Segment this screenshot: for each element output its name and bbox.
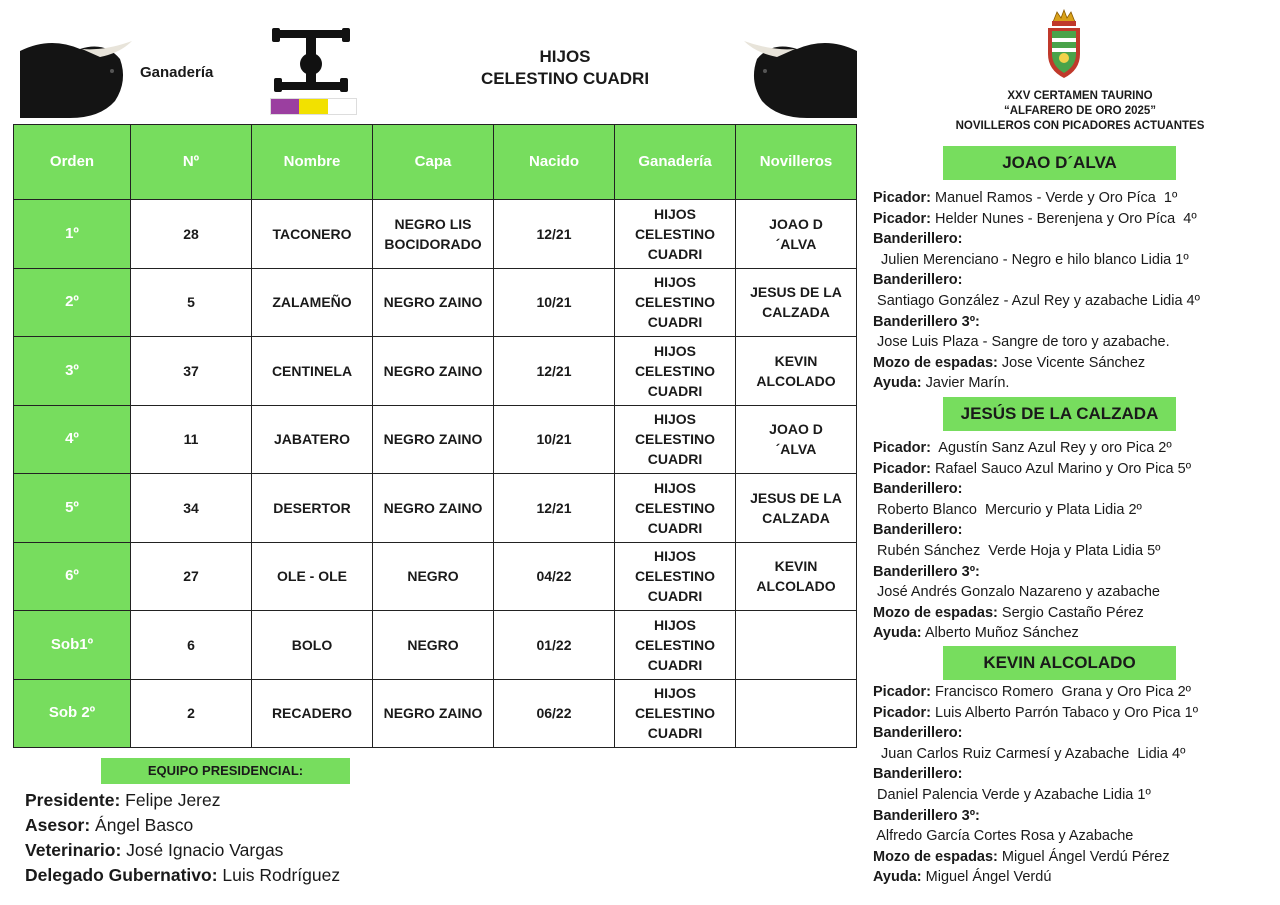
cell-nombre: TACONERO <box>252 200 373 269</box>
cell-capa: NEGRO <box>373 611 494 680</box>
crew-text: Alfredo García Cortes Rosa y Azabache <box>873 828 1134 845</box>
table-row <box>14 268 857 337</box>
cell-nombre: DESERTOR <box>252 474 373 543</box>
member-name: Felipe Jerez <box>120 790 221 810</box>
cuadrilla-list <box>873 682 1198 888</box>
town-coat-of-arms-icon <box>1043 8 1085 80</box>
crew-line <box>873 682 1198 703</box>
cell-ganaderia: HIJOS CELESTINO CUADRI <box>615 474 736 543</box>
equipo-member <box>25 813 340 838</box>
crew-role: Banderillero 3º: <box>873 807 980 824</box>
cell-capa: NEGRO ZAINO <box>373 474 494 543</box>
cell-orden: 6º <box>14 542 131 611</box>
table-row <box>14 337 857 406</box>
table-row <box>14 474 857 543</box>
crew-line <box>873 867 1198 888</box>
crew-text: Manuel Ramos - Verde y Oro Píca 1º <box>931 190 1178 206</box>
cell-nacido: 10/21 <box>494 268 615 337</box>
cell-nacido: 12/21 <box>494 474 615 543</box>
crew-line <box>873 562 1191 583</box>
crew-role: Banderillero: <box>873 272 963 289</box>
cell-numero: 5 <box>131 268 252 337</box>
table-row <box>14 405 857 474</box>
title-line-1: HIJOS <box>539 47 591 66</box>
cell-novillero: KEVIN ALCOLADO <box>736 337 857 406</box>
cell-nombre: OLE - OLE <box>252 542 373 611</box>
cell-orden: 2º <box>14 268 131 337</box>
equipo-presidencial-banner: EQUIPO PRESIDENCIAL: <box>101 758 350 784</box>
crew-text: José Andrés Gonzalo Nazareno y azabache <box>873 584 1160 601</box>
cell-numero: 28 <box>131 200 252 269</box>
brand-iron-icon <box>268 26 354 96</box>
crew-text: Miguel Ángel Verdú <box>921 869 1052 886</box>
crew-role: Picador: <box>873 704 932 721</box>
bull-photo-left <box>20 31 132 118</box>
cell-orden: Sob 2º <box>14 679 131 748</box>
crew-role: Banderillero: <box>873 231 963 248</box>
equipo-member <box>25 863 340 888</box>
crew-text: Santiago González - Azul Rey y azabache Lidia 4º <box>873 292 1200 309</box>
header-numero: Nº <box>131 125 252 200</box>
certamen-heading <box>920 89 1240 134</box>
cell-orden: 1º <box>14 200 131 269</box>
cell-novillero: KEVIN ALCOLADO <box>736 542 857 611</box>
member-name: Ángel Basco <box>90 815 194 835</box>
crew-role: Ayuda: <box>873 869 922 886</box>
crew-line <box>873 209 1200 230</box>
crew-line <box>873 744 1198 765</box>
crew-line <box>873 250 1200 271</box>
cell-orden: 5º <box>14 474 131 543</box>
cell-capa: NEGRO ZAINO <box>373 679 494 748</box>
cell-nombre: RECADERO <box>252 679 373 748</box>
table-row <box>14 200 857 269</box>
cell-nacido: 12/21 <box>494 337 615 406</box>
certamen-line-1: XXV CERTAMEN TAURINO <box>1007 90 1153 102</box>
cell-novillero: JESUS DE LA CALZADA <box>736 268 857 337</box>
crew-role: Picador: <box>873 460 932 477</box>
table-row <box>14 611 857 680</box>
crew-role: Ayuda: <box>873 375 922 392</box>
crew-line <box>873 500 1191 521</box>
member-name: José Ignacio Vargas <box>121 840 284 860</box>
cell-ganaderia: HIJOS CELESTINO CUADRI <box>615 405 736 474</box>
crew-role: Ayuda: <box>873 625 922 642</box>
header-orden: Orden <box>14 125 131 200</box>
table-row <box>14 679 857 748</box>
table-row <box>14 542 857 611</box>
crew-line <box>873 229 1200 250</box>
cell-ganaderia: HIJOS CELESTINO CUADRI <box>615 542 736 611</box>
cell-capa: NEGRO ZAINO <box>373 405 494 474</box>
cuadrilla-list <box>873 188 1200 394</box>
cell-capa: NEGRO <box>373 542 494 611</box>
crew-text: Jose Vicente Sánchez <box>997 354 1146 371</box>
crew-line <box>873 847 1198 868</box>
cuadrilla-list <box>873 438 1191 644</box>
header-nacido: Nacido <box>494 125 615 200</box>
certamen-line-2: “ALFARERO DE ORO 2025” <box>1003 105 1157 117</box>
cell-novillero <box>736 679 857 748</box>
crew-role: Banderillero: <box>873 481 963 498</box>
cell-nacido: 01/22 <box>494 611 615 680</box>
crew-text: Alberto Muñoz Sánchez <box>921 625 1079 642</box>
cell-capa: NEGRO ZAINO <box>373 268 494 337</box>
crew-line <box>873 603 1191 624</box>
crew-text: Daniel Palencia Verde y Azabache Lidia 1º <box>873 786 1151 803</box>
cell-ganaderia: HIJOS CELESTINO CUADRI <box>615 268 736 337</box>
cell-ganaderia: HIJOS CELESTINO CUADRI <box>615 337 736 406</box>
header-novilleros: Novilleros <box>736 125 857 200</box>
cell-novillero <box>736 611 857 680</box>
crew-role: Picador: <box>873 210 932 227</box>
member-name: Luis Rodríguez <box>217 865 341 885</box>
cell-nombre: BOLO <box>252 611 373 680</box>
crew-line <box>873 582 1191 603</box>
crew-role: Picador: <box>873 190 932 206</box>
cell-numero: 34 <box>131 474 252 543</box>
cell-nombre: JABATERO <box>252 405 373 474</box>
crew-line <box>873 270 1200 291</box>
cell-ganaderia: HIJOS CELESTINO CUADRI <box>615 611 736 680</box>
crew-text: Javier Marín. <box>921 375 1010 392</box>
header-ganaderia: Ganadería <box>615 125 736 200</box>
crew-text: Miguel Ángel Verdú Pérez <box>997 848 1170 865</box>
crew-line <box>873 764 1198 785</box>
flag-stripe-white <box>328 99 356 114</box>
cell-nacido: 06/22 <box>494 679 615 748</box>
flag-stripe-yellow <box>299 99 327 114</box>
cell-numero: 37 <box>131 337 252 406</box>
crew-line <box>873 291 1200 312</box>
cell-ganaderia: HIJOS CELESTINO CUADRI <box>615 200 736 269</box>
cell-orden: 3º <box>14 337 131 406</box>
crew-role: Banderillero: <box>873 522 963 539</box>
cell-novillero: JESUS DE LA CALZADA <box>736 474 857 543</box>
ganaderia-title <box>440 46 690 90</box>
cell-nacido: 12/21 <box>494 200 615 269</box>
crew-role: Mozo de espadas: <box>873 354 998 371</box>
crew-role: Banderillero: <box>873 766 963 783</box>
novillero-banner: JESÚS DE LA CALZADA <box>943 397 1176 431</box>
crew-line <box>873 188 1200 209</box>
crew-line <box>873 703 1198 724</box>
crew-text: Agustín Sanz Azul Rey y oro Pica 2º <box>931 440 1172 456</box>
crew-line <box>873 785 1198 806</box>
crew-line <box>873 459 1191 480</box>
cell-numero: 11 <box>131 405 252 474</box>
crew-text: Roberto Blanco Mercurio y Plata Lidia 2º <box>873 501 1142 518</box>
ganaderia-label: Ganadería <box>140 64 214 81</box>
cell-nombre: CENTINELA <box>252 337 373 406</box>
crew-text: Helder Nunes - Berenjena y Oro Píca 4º <box>931 210 1197 227</box>
crew-role: Banderillero 3º: <box>873 313 980 330</box>
crew-text: Julien Merenciano - Negro e hilo blanco Lidia 1º <box>873 251 1189 268</box>
member-role: Delegado Gubernativo: <box>25 865 218 885</box>
flag-stripe-purple <box>271 99 299 114</box>
crew-line <box>873 826 1198 847</box>
cell-numero: 6 <box>131 611 252 680</box>
crew-role: Banderillero 3º: <box>873 563 980 580</box>
cell-novillero: JOAO D´ALVA <box>736 405 857 474</box>
table-header-row <box>14 125 857 200</box>
crew-role: Mozo de espadas: <box>873 604 998 621</box>
crew-line <box>873 479 1191 500</box>
cell-capa: NEGRO ZAINO <box>373 337 494 406</box>
crew-line <box>873 806 1198 827</box>
cell-numero: 2 <box>131 679 252 748</box>
crew-line <box>873 332 1200 353</box>
member-role: Presidente: <box>25 790 121 810</box>
crew-line <box>873 312 1200 333</box>
cell-nombre: ZALAMEÑO <box>252 268 373 337</box>
crew-line <box>873 438 1191 459</box>
crew-role: Banderillero: <box>873 725 963 742</box>
crew-text: Rafael Sauco Azul Marino y Oro Pica 5º <box>931 460 1191 477</box>
cell-nacido: 04/22 <box>494 542 615 611</box>
novillero-banner: JOAO D´ALVA <box>943 146 1176 180</box>
member-role: Veterinario: <box>25 840 122 860</box>
equipo-presidencial-list <box>25 788 340 888</box>
crew-role: Picador: <box>873 684 932 700</box>
certamen-line-3: NOVILLEROS CON PICADORES ACTUANTES <box>955 120 1205 132</box>
crew-line <box>873 353 1200 374</box>
crew-text: Sergio Castaño Pérez <box>997 604 1144 621</box>
header-nombre: Nombre <box>252 125 373 200</box>
crew-line <box>873 541 1191 562</box>
cell-novillero: JOAO D´ALVA <box>736 200 857 269</box>
crew-text: Francisco Romero Grana y Oro Pica 2º <box>931 684 1191 700</box>
crew-text: Jose Luis Plaza - Sangre de toro y azabache. <box>873 334 1170 351</box>
crew-line <box>873 373 1200 394</box>
novillero-banner: KEVIN ALCOLADO <box>943 646 1176 680</box>
cell-capa: NEGRO LIS BOCIDORADO <box>373 200 494 269</box>
crew-text: Juan Carlos Ruiz Carmesí y Azabache Lidia 4º <box>873 745 1186 762</box>
equipo-member <box>25 788 340 813</box>
header-capa: Capa <box>373 125 494 200</box>
crew-text: Rubén Sánchez Verde Hoja y Plata Lidia 5º <box>873 542 1161 559</box>
cell-ganaderia: HIJOS CELESTINO CUADRI <box>615 679 736 748</box>
crew-line <box>873 520 1191 541</box>
crew-role: Mozo de espadas: <box>873 848 998 865</box>
bull-photo-right <box>744 31 857 118</box>
cell-numero: 27 <box>131 542 252 611</box>
cell-orden: 4º <box>14 405 131 474</box>
ganaderia-colors-flag <box>270 98 357 115</box>
lineup-table <box>13 124 857 748</box>
title-line-2: CELESTINO CUADRI <box>480 69 650 88</box>
equipo-member <box>25 838 340 863</box>
crew-text: Luis Alberto Parrón Tabaco y Oro Pica 1º <box>931 704 1198 721</box>
cell-orden: Sob1º <box>14 611 131 680</box>
crew-role: Picador: <box>873 440 932 456</box>
crew-line <box>873 723 1198 744</box>
crew-line <box>873 623 1191 644</box>
cell-nacido: 10/21 <box>494 405 615 474</box>
member-role: Asesor: <box>25 815 91 835</box>
